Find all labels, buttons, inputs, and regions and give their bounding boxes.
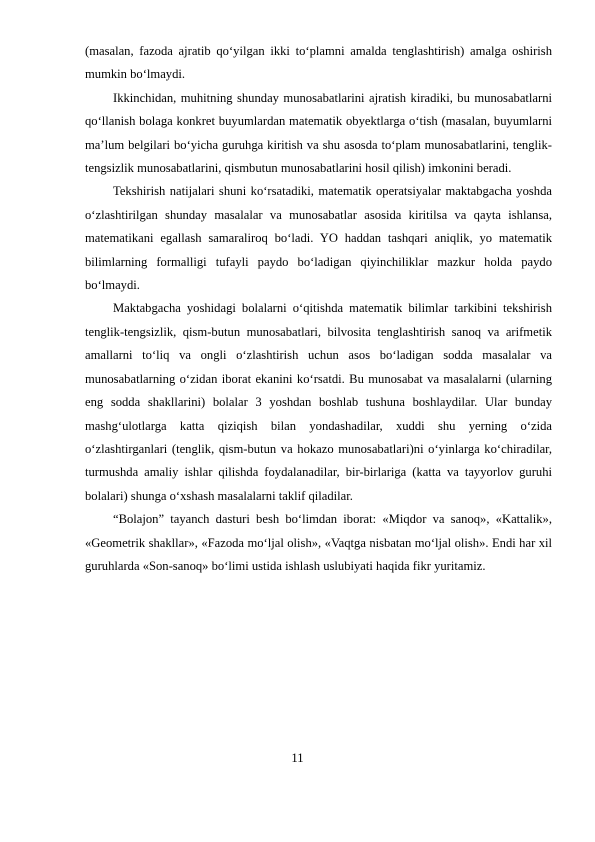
paragraph-continuation: (masalan, fazoda ajratib qo‘yilgan ikki to‘plamni amalda tenglashtirish) amalga oshirish mumkin bo‘lmaydi. <box>85 44 552 82</box>
paragraph-preschool-teaching: Maktabgacha yoshidagi bolalarni o‘qitishda matematik bilimlar tarkibini tekshirish tenglik-tengsizlik, qism-butun munosabatlari, bilvosita tenglashtirish sanoq va arifmetik amallarni to‘liq va ongli o‘zlashtirish uchun asos bo‘ladigan sodda masalalar va munosabatlarning o‘zidan iborat ekanini ko‘rsatdi. Bu munosabat va masalalarni (ularning eng sodda shakllarini) bolalar 3 yoshdan boshlab tushuna boshlaydilar. Ular bunday mashg‘ulotlarga katta qiziqish bilan yondashadilar, xuddi shu yerning o‘zida o‘zlashtirganlari (tenglik, qism-butun va hokazo munosabatlari)ni o‘yinlarga ko‘chiradilar, turmushda amaliy ishlar qilishda foydalanadilar, bir-birlariga (katta va tayyorlov guruhi bolalari) shunga o‘xshash masalalarni taklif qiladilar. <box>85 301 552 503</box>
paragraph-research-results: Tekshirish natijalari shuni ko‘rsatadiki, matematik operatsiyalar maktabgacha yoshda o‘zlashtirilgan shunday masalalar va munosabatlar asosida kiritilsa va qayta ishlansa, matematikani egallash samaraliroq bo‘ladi. YO haddan tashqari aniqlik, yo matematik bilimlarning formalligi tufayli paydo bo‘ladigan qiyinchiliklar mazkur holda paydo bo‘lmaydi. <box>85 184 552 293</box>
paragraph-bolajon-program: “Bolajon” tayanch dasturi besh bo‘limdan iborat: «Miqdor va sanoq», «Kattalik», «Geometrik shakllar», «Fazoda mo‘ljal olish», «Vaqtga nisbatan mo‘ljal olish». Endi har xil guruhlarda «Son-sanoq» bo‘limi ustida ishlash uslubiyati haqida fikr yuritamiz. <box>85 512 552 573</box>
page-number: 11 <box>291 751 304 765</box>
document-body <box>85 40 552 578</box>
paragraph-secondly: Ikkinchidan, muhitning shunday munosabatlarini ajratish kiradiki, bu munosabatlarni qo‘llanish bolaga konkret buyumlardan matematik obyektlarga o‘tish (masalan, buyumlarni ma’lum belgilari bo‘yicha guruhga kiritish va shu asosda to‘plam munosabatlarini, tenglik-tengsizlik munosabatlarini, qismbutun munosabatlarini hosil qilish) imkonini beradi. <box>85 90 552 176</box>
